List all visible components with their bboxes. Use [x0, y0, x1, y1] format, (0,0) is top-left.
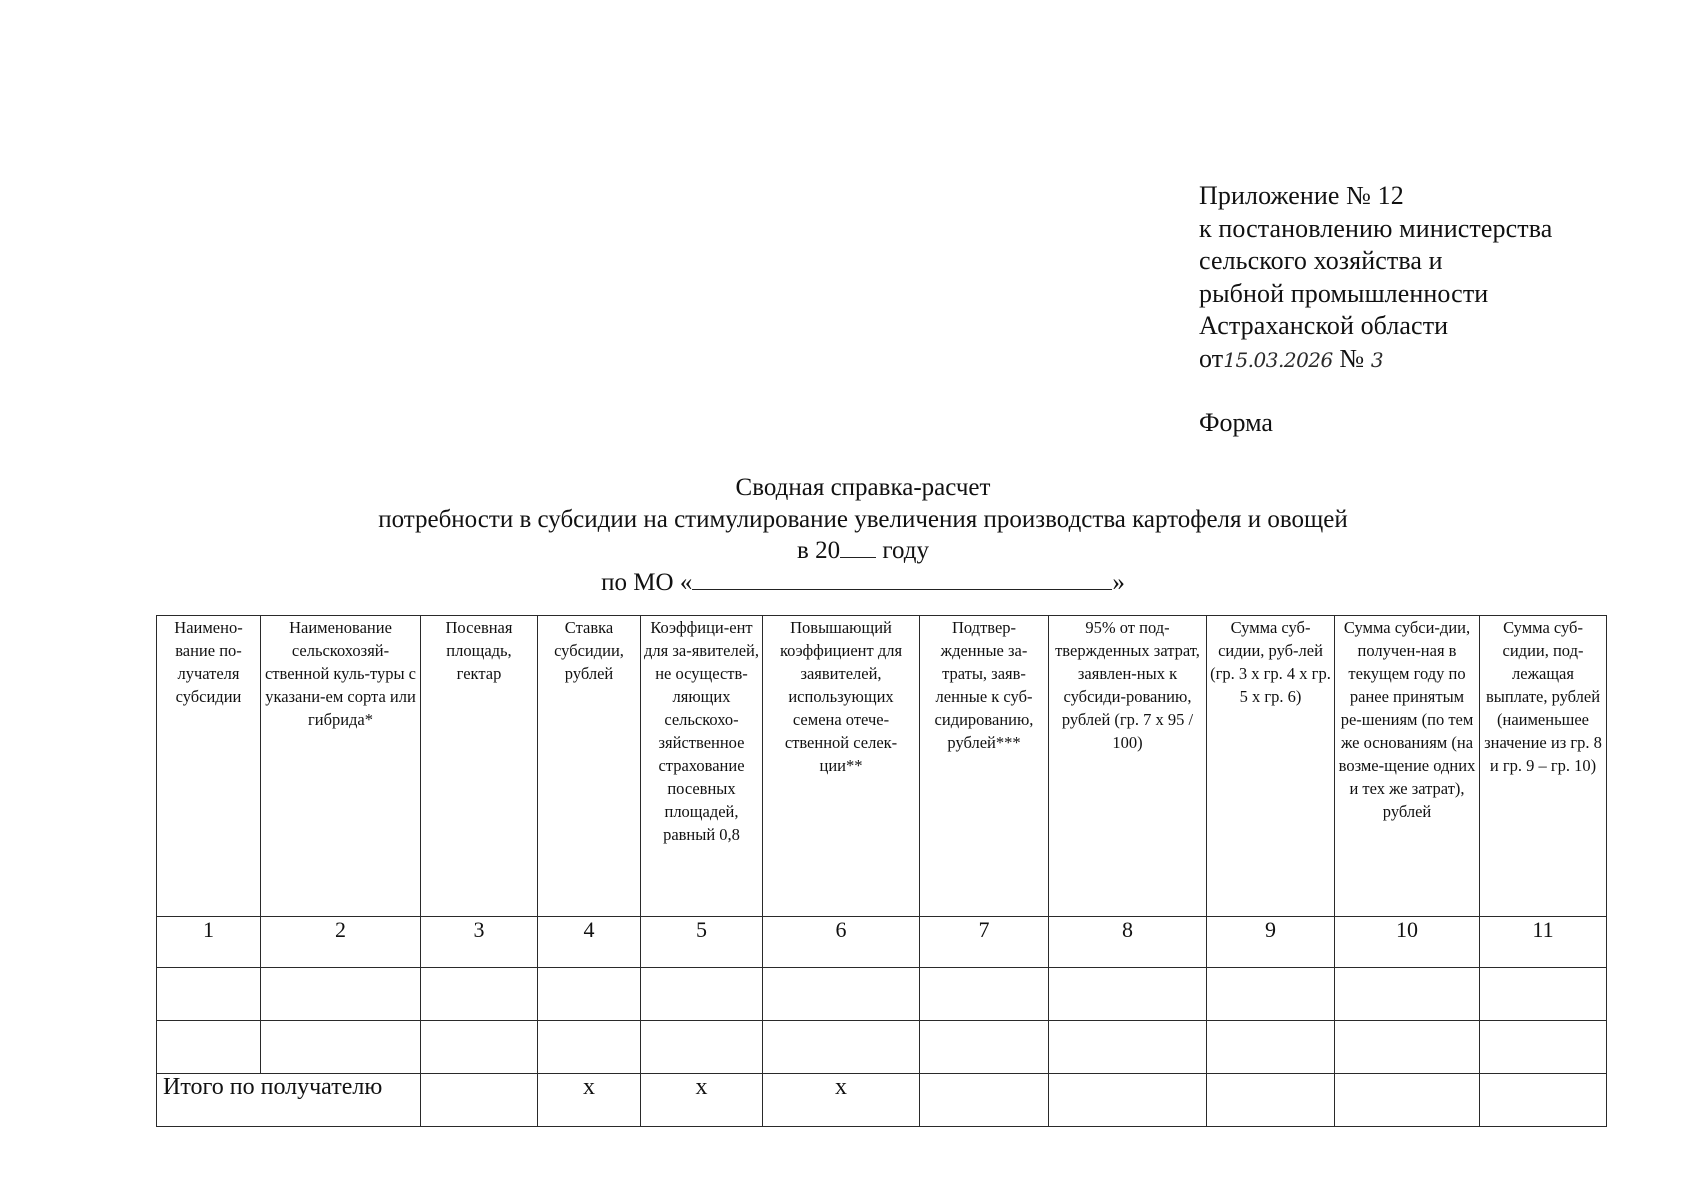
header-cell: Повышающий коэффициент для заявителей, использующих семена отече-ственной селек-ции**: [763, 616, 920, 917]
title-year-line: [0, 535, 1696, 567]
date-prefix: от: [1199, 343, 1224, 373]
column-number: 1: [157, 917, 261, 968]
total-cell[interactable]: [421, 1074, 538, 1127]
year-blank-field: [840, 539, 876, 558]
table-cell[interactable]: [1335, 1021, 1480, 1074]
header-cell: Наименование сельскохозяй-ственной куль-туры с указани-ем сорта или гибрида*: [261, 616, 421, 917]
header-cell: Подтвер-жденные за-траты, заяв-ленные к суб-сидированию, рублей***: [920, 616, 1049, 917]
table-cell[interactable]: [920, 1021, 1049, 1074]
mo-suffix: »: [1112, 568, 1125, 596]
year-prefix: в 20: [797, 537, 841, 564]
table-cell[interactable]: [261, 1021, 421, 1074]
table-row: [157, 968, 1607, 1021]
table-cell[interactable]: [538, 1021, 641, 1074]
column-number: 11: [1480, 917, 1607, 968]
appendix-line: к постановлению министерства: [1199, 213, 1553, 243]
column-number: 10: [1335, 917, 1480, 968]
table-cell[interactable]: [641, 968, 763, 1021]
header-cell: 95% от под-твержденных затрат, заявлен-ных к субсиди-рованию, рублей (гр. 7 х 95 / 100): [1049, 616, 1207, 917]
total-row: [157, 1074, 1607, 1127]
column-number-row: [157, 917, 1607, 968]
total-cell[interactable]: [1335, 1074, 1480, 1127]
header-cell: Наимено-вание по-лучателя субсидии: [157, 616, 261, 917]
table-cell[interactable]: [421, 1021, 538, 1074]
mo-line: [0, 567, 1696, 599]
document-title: [0, 472, 1696, 598]
table-cell[interactable]: [763, 968, 920, 1021]
column-number: 3: [421, 917, 538, 968]
total-cell[interactable]: [920, 1074, 1049, 1127]
appendix-line: Астраханской области: [1199, 311, 1449, 340]
table-cell[interactable]: [1049, 968, 1207, 1021]
total-cell-x: х: [538, 1074, 641, 1127]
appendix-header: [1199, 180, 1552, 376]
appendix-line: сельского хозяйства и: [1199, 246, 1443, 275]
header-cell: Сумма суб-сидии, под-лежащая выплате, рублей (наименьшее значение из гр. 8 и гр. 9 – гр. 10): [1480, 616, 1607, 917]
table-cell[interactable]: [538, 968, 641, 1021]
subsidy-calculation-table: [156, 615, 1607, 1127]
handwritten-date: 15.03.2026: [1223, 347, 1333, 372]
table-cell[interactable]: [641, 1021, 763, 1074]
column-number: 6: [763, 917, 920, 968]
mo-blank-field: [692, 567, 1112, 590]
header-cell: Посевная площадь, гектар: [421, 616, 538, 917]
total-label: Итого по получателю: [157, 1074, 421, 1127]
total-cell-x: х: [763, 1074, 920, 1127]
header-cell: Сумма суб-сидии, руб-лей (гр. 3 х гр. 4 х гр. 5 х гр. 6): [1207, 616, 1335, 917]
header-row: [157, 616, 1607, 917]
header-cell: Коэффици-ент для за-явителей, не осуществ-ляющих сельскохо-зяйственное страхование посевных площадей, равный 0,8: [641, 616, 763, 917]
table-cell[interactable]: [1480, 968, 1607, 1021]
table-cell[interactable]: [1207, 1021, 1335, 1074]
total-cell[interactable]: [1049, 1074, 1207, 1127]
column-number: 7: [920, 917, 1049, 968]
number-prefix: №: [1339, 343, 1365, 373]
header-cell: Ставка субсидии, рублей: [538, 616, 641, 917]
table-cell[interactable]: [157, 1021, 261, 1074]
table-cell[interactable]: [261, 968, 421, 1021]
column-number: 9: [1207, 917, 1335, 968]
table-row: [157, 1021, 1607, 1074]
table-cell[interactable]: [920, 968, 1049, 1021]
column-number: 5: [641, 917, 763, 968]
total-cell[interactable]: [1480, 1074, 1607, 1127]
column-number: 8: [1049, 917, 1207, 968]
column-number: 2: [261, 917, 421, 968]
table-cell[interactable]: [1207, 968, 1335, 1021]
handwritten-number: 3: [1370, 347, 1384, 372]
table-cell[interactable]: [1335, 968, 1480, 1021]
form-label: Форма: [1199, 408, 1273, 437]
appendix-line: Приложение № 12: [1199, 181, 1404, 210]
table-cell[interactable]: [1049, 1021, 1207, 1074]
column-number: 4: [538, 917, 641, 968]
table-cell[interactable]: [1480, 1021, 1607, 1074]
appendix-date-line: [1199, 343, 1552, 377]
table-cell[interactable]: [157, 968, 261, 1021]
header-cell: Сумма субси-дии, получен-ная в текущем году по ранее принятым ре-шениям (по тем же основаниям (на возме-щение одних и тех же затрат), рублей: [1335, 616, 1480, 917]
appendix-line: рыбной промышленности: [1199, 278, 1489, 308]
title-line-2: потребности в субсидии на стимулирование увеличения производства картофеля и овощей: [378, 505, 1348, 533]
table-cell[interactable]: [421, 968, 538, 1021]
title-line-1: Сводная справка-расчет: [735, 474, 991, 501]
total-cell[interactable]: [1207, 1074, 1335, 1127]
total-cell-x: х: [641, 1074, 763, 1127]
table-cell[interactable]: [763, 1021, 920, 1074]
year-suffix: году: [882, 537, 929, 564]
mo-prefix: по МО «: [601, 568, 693, 596]
